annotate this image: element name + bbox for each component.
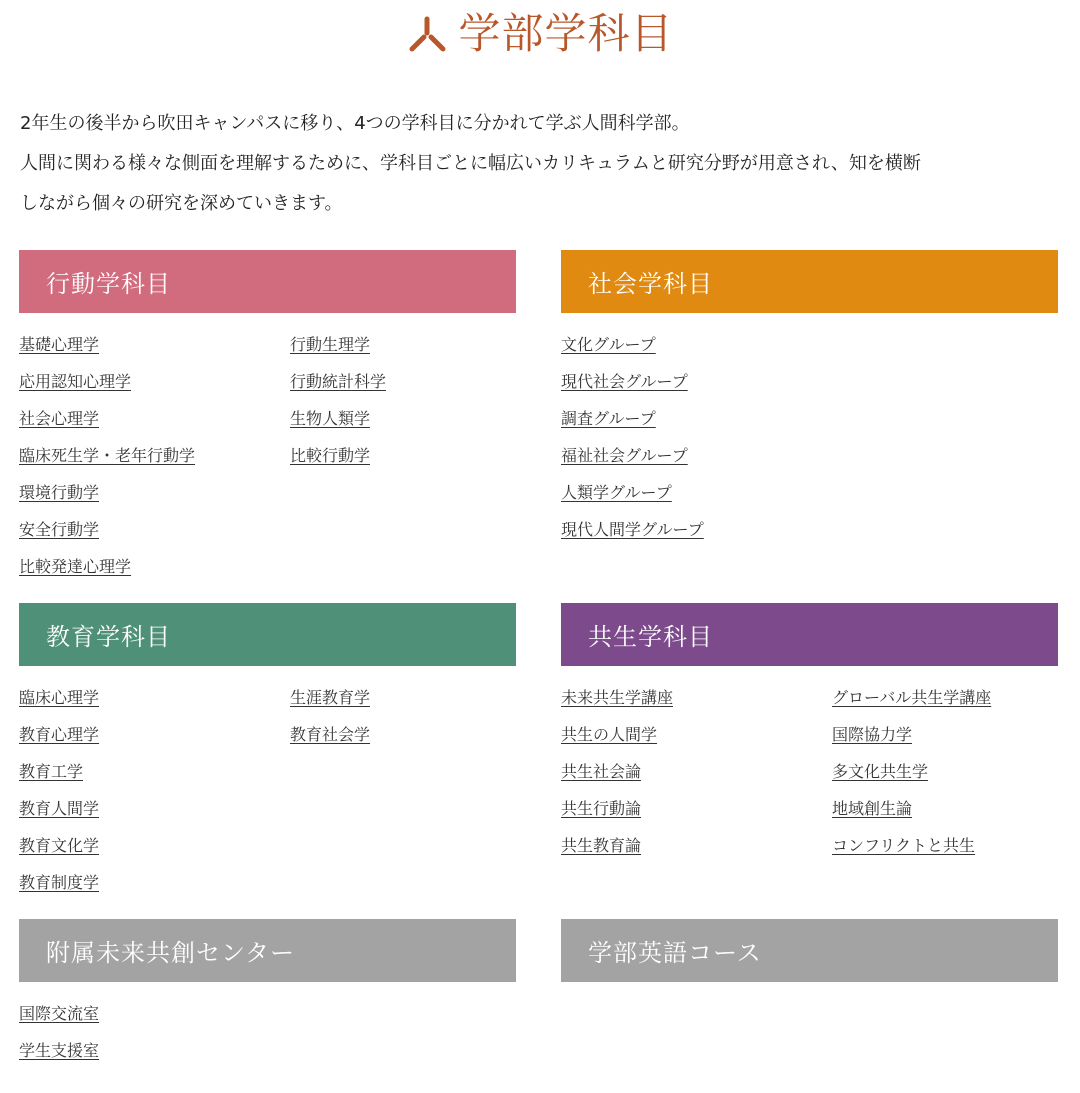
link-education-col2-1[interactable]: 教育社会学	[290, 725, 371, 744]
links-col-1	[561, 688, 832, 873]
link-behavioral-col2-3[interactable]: 比較行動学	[290, 446, 371, 465]
intro-line-3: しながら個々の研究を深めていきます。	[20, 193, 343, 214]
link-symbiosis-col1-4[interactable]: 共生教育論	[561, 836, 642, 855]
link-behavioral-col1-2[interactable]: 社会心理学	[19, 409, 100, 428]
links-col-2	[290, 688, 516, 910]
page-title: 学部学科目	[458, 9, 674, 58]
link-symbiosis-col2-0[interactable]: グローバル共生学講座	[832, 688, 992, 707]
link-education-col1-4[interactable]: 教育文化学	[19, 836, 100, 855]
three-stroke-logo-icon	[406, 13, 448, 55]
link-center-col1-0[interactable]: 国際交流室	[19, 1004, 100, 1023]
link-social-col1-3[interactable]: 福祉社会グループ	[561, 446, 688, 465]
link-symbiosis-col1-0[interactable]: 未来共生学講座	[561, 688, 674, 707]
section-header-social[interactable]: 社会学科目	[561, 250, 1058, 313]
link-behavioral-col1-0[interactable]: 基礎心理学	[19, 335, 100, 354]
link-social-col1-5[interactable]: 現代人間学グループ	[561, 520, 704, 539]
link-education-col1-0[interactable]: 臨床心理学	[19, 688, 100, 707]
section-social	[561, 250, 1058, 557]
link-center-col1-1[interactable]: 学生支援室	[19, 1041, 100, 1060]
link-behavioral-col1-5[interactable]: 安全行動学	[19, 520, 100, 539]
link-behavioral-col1-3[interactable]: 臨床死生学・老年行動学	[19, 446, 196, 465]
links-col-2	[290, 335, 516, 594]
intro-line-2: 人間に関わる様々な側面を理解するために、学科目ごとに幅広いカリキュラムと研究分野が用意され、知を横断	[20, 153, 921, 174]
links-col-1	[19, 1004, 290, 1078]
links-col-2	[832, 688, 1058, 873]
section-header-behavioral[interactable]: 行動学科目	[19, 250, 516, 313]
section-header-center[interactable]: 附属未来共創センター	[19, 919, 516, 982]
link-social-col1-1[interactable]: 現代社会グループ	[561, 372, 688, 391]
page-header	[0, 6, 1080, 62]
link-symbiosis-col2-3[interactable]: 地域創生論	[832, 799, 913, 818]
links-col-1	[19, 688, 290, 910]
section-header-english[interactable]: 学部英語コース	[561, 919, 1058, 982]
link-behavioral-col2-2[interactable]: 生物人類学	[290, 409, 371, 428]
section-english	[561, 919, 1058, 1004]
intro-line-1: 2年生の後半から吹田キャンパスに移り、4つの学科目に分かれて学ぶ人間科学部。	[20, 113, 690, 134]
link-symbiosis-col1-1[interactable]: 共生の人間学	[561, 725, 658, 744]
links-col-2	[832, 335, 1058, 557]
link-behavioral-col2-1[interactable]: 行動統計科学	[290, 372, 387, 391]
link-education-col1-5[interactable]: 教育制度学	[19, 873, 100, 892]
intro-text	[20, 104, 1065, 224]
link-social-col1-4[interactable]: 人類学グループ	[561, 483, 672, 502]
link-education-col2-0[interactable]: 生涯教育学	[290, 688, 371, 707]
link-symbiosis-col2-1[interactable]: 国際協力学	[832, 725, 913, 744]
link-education-col1-1[interactable]: 教育心理学	[19, 725, 100, 744]
link-symbiosis-col1-3[interactable]: 共生行動論	[561, 799, 642, 818]
link-behavioral-col1-6[interactable]: 比較発達心理学	[19, 557, 132, 576]
link-symbiosis-col2-4[interactable]: コンフリクトと共生	[832, 836, 976, 855]
link-behavioral-col2-0[interactable]: 行動生理学	[290, 335, 371, 354]
link-education-col1-2[interactable]: 教育工学	[19, 762, 84, 781]
links-col-1	[561, 335, 832, 557]
link-social-col1-0[interactable]: 文化グループ	[561, 335, 656, 354]
section-symbiosis	[561, 603, 1058, 873]
section-education	[19, 603, 516, 910]
section-center	[19, 919, 516, 1078]
section-header-symbiosis[interactable]: 共生学科目	[561, 603, 1058, 666]
link-education-col1-3[interactable]: 教育人間学	[19, 799, 100, 818]
section-behavioral	[19, 250, 516, 594]
link-behavioral-col1-1[interactable]: 応用認知心理学	[19, 372, 132, 391]
link-behavioral-col1-4[interactable]: 環境行動学	[19, 483, 100, 502]
link-symbiosis-col1-2[interactable]: 共生社会論	[561, 762, 642, 781]
link-symbiosis-col2-2[interactable]: 多文化共生学	[832, 762, 929, 781]
links-col-2	[290, 1004, 516, 1078]
link-social-col1-2[interactable]: 調査グループ	[561, 409, 656, 428]
links-col-1	[19, 335, 290, 594]
section-header-education[interactable]: 教育学科目	[19, 603, 516, 666]
